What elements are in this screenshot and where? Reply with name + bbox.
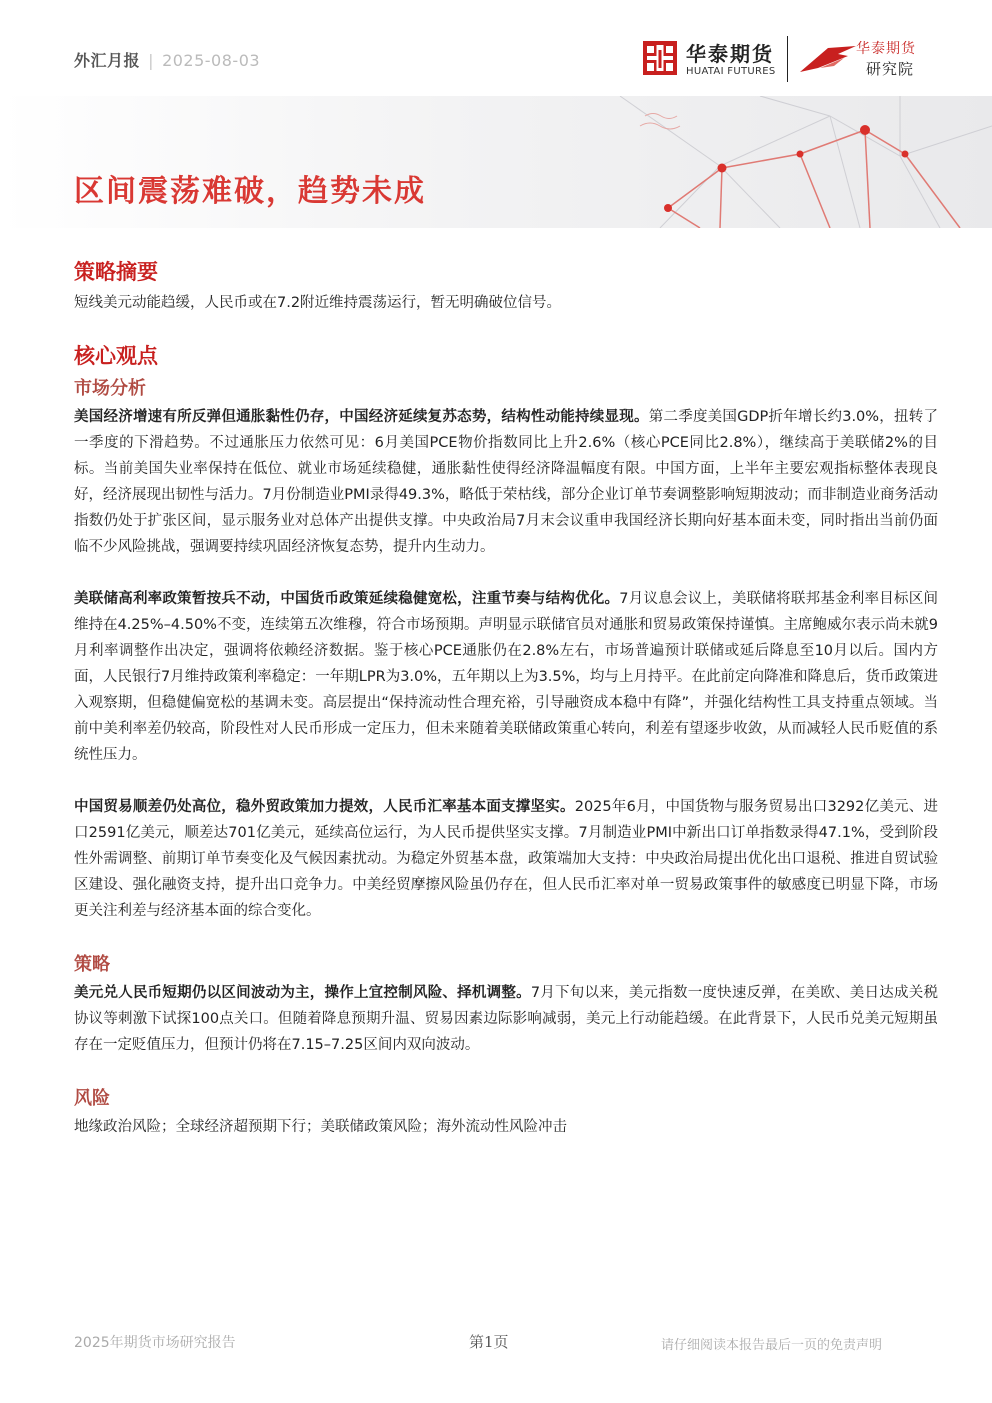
paragraph-lead: 美联储高利率政策暂按兵不动，中国货币政策延续稳健宽松，注重节奏与结构优化。 bbox=[74, 591, 620, 607]
core-heading: 核心观点 bbox=[74, 344, 158, 368]
header-tag bbox=[74, 48, 260, 71]
risk-text: 地缘政治风险；全球经济超预期下行；美联储政策风险；海外流动性风险冲击 bbox=[74, 1119, 567, 1135]
logo-divider bbox=[787, 36, 788, 82]
paragraph-body: 7月议息会议上，美联储将联邦基金利率目标区间维持在4.25%–4.50%不变，连续第五次维穆，符合市场预期。声明显示联储官员对通胀和贸易政策保持谨慎。主席鲍威尔表示尚未就9月利率调整作出决定，强调将依赖经济数据。鉴于核心PCE通胀仍在2.8%左右，市场普遍预计联储或延后降息至10月以后。国内方面，人民银行7月维持政策利率稳定：一年期LPR为3.0%，五年期以上为3.5%，均与上月持平。在此前定向降准和降息后，货币政策进入观察期，但稳健偏宽松的基调未变。高层提出“保持流动性合理充裕，引导融资成本稳中有降”，并强化结构性工具支持重点领域。当前中美利率差仍较高，阶段性对人民币形成一定压力，但未来随着美联储政策重心转向，利差有望逐步收敛，从而减轻人民币贬值的系统性压力。 bbox=[74, 591, 938, 763]
report-body bbox=[74, 256, 938, 1140]
market-paragraph bbox=[74, 586, 938, 768]
page-title: 区间震荡难破，趋势未成 bbox=[74, 174, 426, 209]
summary-text: 短线美元动能趋缓，人民币或在7.2附近维持震荡运行，暂无明确破位信号。 bbox=[74, 295, 562, 311]
strategy-paragraph bbox=[74, 980, 938, 1058]
research-institute-icon bbox=[798, 42, 862, 76]
paragraph-lead: 美国经济增速有所反弹但通胀黏性仍存，中国经济延续复苏态势，结构性动能持续显现。 bbox=[74, 409, 649, 425]
header-separator: | bbox=[148, 51, 154, 70]
paragraph-body: 7月下旬以来，美元指数一度快速反弹，在美欧、美日达成关税协议等刺激下试探100点关口。但随着降息预期升温、贸易因素边际影响减弱，美元上行动能趋缓。在此背景下，人民币兑美元短期虽存在一定贬值压力，但预计仍将在7.15–7.25区间内双向波动。 bbox=[74, 985, 938, 1053]
market-heading: 市场分析 bbox=[74, 378, 146, 399]
paragraph-lead: 美元兑人民币短期仍以区间波动为主，操作上宜控制风险、择机调整。 bbox=[74, 985, 531, 1001]
title-banner bbox=[0, 96, 992, 228]
paragraph-lead: 中国贸易顺差仍处高位，稳外贸政策加力提效，人民币汇率基本面支撑坚实。 bbox=[74, 799, 575, 815]
paragraph-body: 第二季度美国GDP折年增长约3.0%，扭转了一季度的下滑趋势。不过通胀压力依然可见：6月美国PCE物价指数同比上升2.6%（核心PCE同比2.8%），继续高于美联储2%的目标。当前美国失业率保持在低位、就业市场延续稳健，通胀黏性使得经济降温幅度有限。中国方面，上半年主要宏观指标整体表现良好，经济展现出韧性与活力。7月份制造业PMI录得49.3%，略低于荣枯线，部分企业订单节奏调整影响短期波动；而非制造业商务活动指数仍处于扩张区间，显示服务业对总体产出提供支撑。中央政治局7月末会议重申我国经济长期向好基本面未变，同时指出当前仍面临不少风险挑战，强调要持续巩固经济恢复态势，提升内生动力。 bbox=[74, 409, 939, 555]
huatai-logo-icon bbox=[643, 41, 677, 75]
summary-heading: 策略摘要 bbox=[74, 260, 158, 284]
paragraph-body: 2025年6月，中国货物与服务贸易出口3292亿美元、进口2591亿美元，顺差达701亿美元，延续高位运行，为人民币提供坚实支撑。7月制造业PMI中新出口订单指数录得47.1%，受到阶段性外需调整、前期订单节奏变化及气候因素扰动。为稳定外贸基本盘，政策端加大支持：中央政治局提出优化出口退税、推进自贸试验区建设、强化融资支持，提升出口竞争力。中美经贸摩擦风险虽仍存在，但人民币汇率对单一贸易政策事件的敏感度已明显下降，市场更关注利差与经济基本面的综合变化。 bbox=[74, 799, 939, 919]
page-number: 第1页 bbox=[469, 1333, 509, 1351]
institute-name-line1: 华泰期货 bbox=[856, 41, 916, 57]
risk-heading: 风险 bbox=[74, 1088, 110, 1109]
market-paragraph bbox=[74, 794, 938, 924]
company-logo bbox=[640, 36, 930, 86]
report-type: 外汇月报 bbox=[74, 51, 141, 70]
report-date: 2025-08-03 bbox=[162, 51, 261, 70]
footer-report-name: 2025年期货市场研究报告 bbox=[74, 1335, 236, 1351]
strategy-heading: 策略 bbox=[74, 954, 110, 975]
institute-name-line2: 研究院 bbox=[866, 60, 915, 78]
footer-disclaimer-note: 请仔细阅读本报告最后一页的免责声明 bbox=[661, 1338, 883, 1353]
company-name-en: HUATAI FUTURES bbox=[686, 66, 776, 77]
market-paragraph bbox=[74, 404, 938, 560]
company-name-cn: 华泰期货 bbox=[686, 42, 774, 66]
